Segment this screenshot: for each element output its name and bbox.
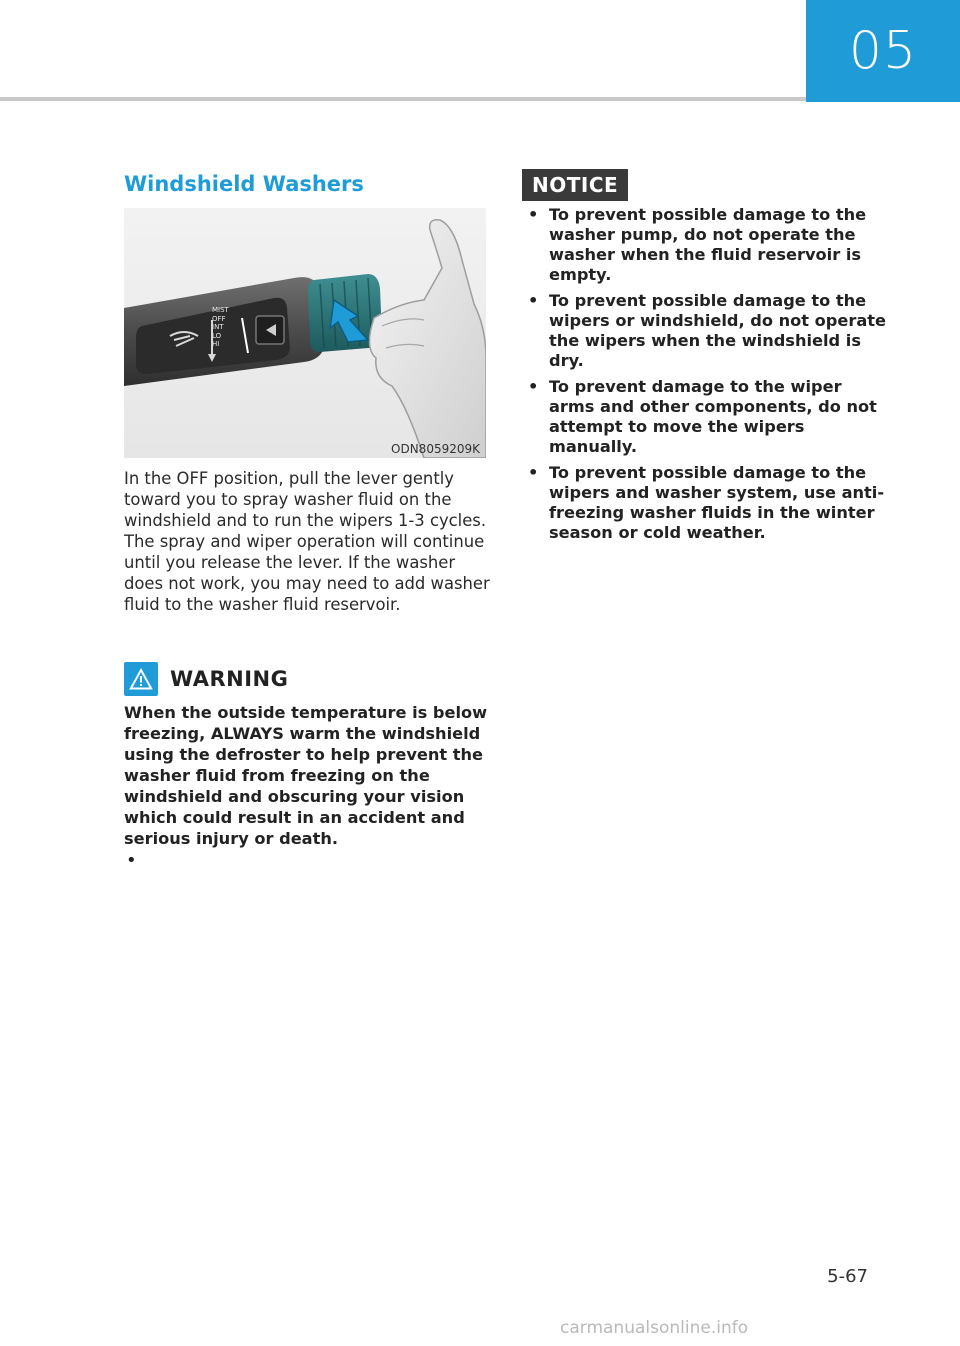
section-title: Windshield Washers xyxy=(124,172,364,196)
watermark[interactable]: carmanualsonline.info xyxy=(560,1318,749,1338)
notice-item: • To prevent possible damage to the wipers and washer system, use anti-freezing washer fluids in the winter season or cold weather. xyxy=(528,463,885,542)
lever-label-int: INT xyxy=(212,323,224,331)
lever-label-lo: LO xyxy=(212,331,222,340)
lever-label-hi: HI xyxy=(212,340,220,348)
warning-triangle-icon xyxy=(124,662,158,696)
body-paragraph: In the OFF position, pull the lever gently toward you to spray washer fluid on the windshield and to run the wipers 1-3 cycles. The spray and wiper operation will continue until you release the lever. If the washer does not work, you may need to add washer fluid to the washer fluid reservoir. xyxy=(124,469,490,614)
notice-list xyxy=(522,205,886,549)
stray-bullet: • xyxy=(126,850,137,871)
warning-text: When the outside temperature is below freezing, ALWAYS warm the windshield using the defroster to help prevent the washer fluid from freezing on the windshield and obscuring your vision which could result in an accident and serious injury or death. xyxy=(124,703,488,848)
lever-label-mist: MIST xyxy=(212,306,229,314)
figure-code: ODN8059209K xyxy=(391,442,480,456)
wiper-lever-figure xyxy=(124,208,486,458)
notice-badge: NOTICE xyxy=(522,169,628,201)
notice-item: • To prevent damage to the wiper arms and other components, do not attempt to move the wipers manually. xyxy=(528,377,877,456)
warning-title: WARNING xyxy=(170,667,289,691)
header-rule xyxy=(0,97,806,101)
wiper-lever-illustration xyxy=(124,208,486,458)
notice-item: • To prevent possible damage to the washer pump, do not operate the washer when the fluid reservoir is empty. xyxy=(528,205,867,284)
notice-item: • To prevent possible damage to the wipers or windshield, do not operate the wipers when the windshield is dry. xyxy=(528,291,886,370)
warning-header xyxy=(124,662,288,696)
lever-labels xyxy=(212,306,229,349)
chapter-tab: 05 xyxy=(806,0,960,102)
lever-label-off: OFF xyxy=(212,314,226,323)
page-number: 5-67 xyxy=(827,1266,868,1287)
